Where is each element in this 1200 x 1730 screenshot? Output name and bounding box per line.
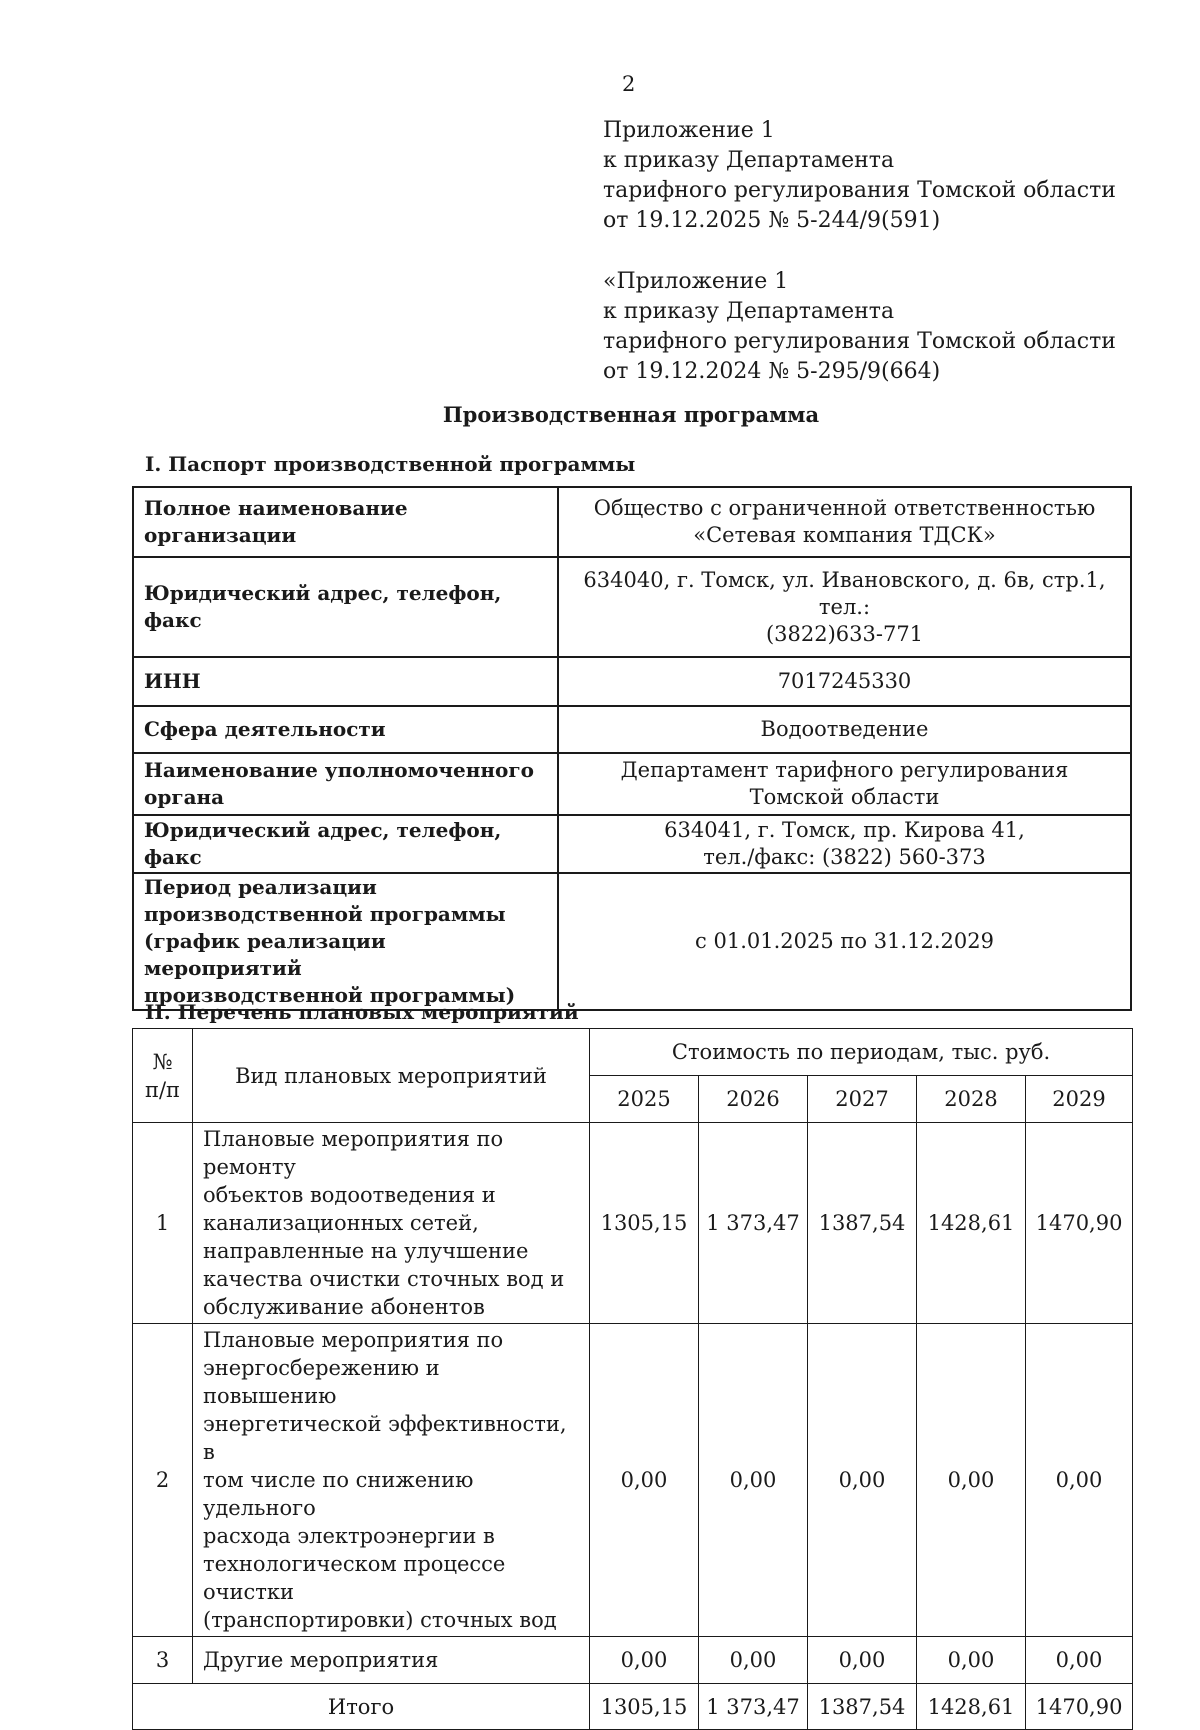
passport-table <box>132 486 1132 1011</box>
cost-cell: 0,00 <box>917 1324 1026 1637</box>
cost-cell: 1470,90 <box>1026 1123 1133 1324</box>
passport-value: 634041, г. Томск, пр. Кирова 41, тел./факс: (3822) 560-373 <box>558 815 1131 873</box>
year-header: 2028 <box>917 1076 1026 1123</box>
cost-cell: 0,00 <box>699 1637 808 1684</box>
table-row <box>133 706 1131 753</box>
total-cell: 1470,90 <box>1026 1684 1133 1730</box>
table-row <box>133 557 1131 657</box>
year-header: 2026 <box>699 1076 808 1123</box>
cost-cell: 1305,15 <box>590 1123 699 1324</box>
cost-cell: 0,00 <box>917 1637 1026 1684</box>
cost-cell: 1387,54 <box>808 1123 917 1324</box>
table-row <box>133 487 1131 557</box>
appendix-line: от 19.12.2025 № 5-244/9(591) <box>603 208 941 233</box>
total-cell: 1387,54 <box>808 1684 917 1730</box>
appendix-line: тарифного регулирования Томской области <box>603 329 1116 354</box>
table-row <box>133 1324 1133 1637</box>
total-cell: 1 373,47 <box>699 1684 808 1730</box>
appendix-line: от 19.12.2024 № 5-295/9(664) <box>603 359 941 384</box>
table-row <box>133 815 1131 873</box>
section1-heading: I. Паспорт производственной программы <box>145 452 636 476</box>
activity-description: Плановые мероприятия по ремонту объектов водоотведения и канализационных сетей, направленные на улучшение качества очистки сточных вод и обслуживание абонентов <box>193 1123 590 1324</box>
cost-cell: 0,00 <box>699 1324 808 1637</box>
passport-label: Юридический адрес, телефон, факс <box>133 557 558 657</box>
cost-cell: 0,00 <box>808 1637 917 1684</box>
total-cell: 1305,15 <box>590 1684 699 1730</box>
cost-cell: 0,00 <box>808 1324 917 1637</box>
year-header: 2027 <box>808 1076 917 1123</box>
table-row <box>133 753 1131 815</box>
passport-value: Общество с ограниченной ответственностью «Сетевая компания ТДСК» <box>558 487 1131 557</box>
row-number: 3 <box>133 1637 193 1684</box>
table-row <box>133 1123 1133 1324</box>
row-number: 2 <box>133 1324 193 1637</box>
appendix-line: к приказу Департамента <box>603 148 895 173</box>
table-header-row <box>133 1029 1133 1076</box>
table-row <box>133 657 1131 706</box>
appendix-line: «Приложение 1 <box>603 269 789 294</box>
planned-activities-table <box>132 1028 1133 1730</box>
cost-cell: 0,00 <box>590 1324 699 1637</box>
appendix-line: к приказу Департамента <box>603 299 895 324</box>
passport-value: 7017245330 <box>558 657 1131 706</box>
appendix-current-reference <box>603 116 1116 236</box>
total-row <box>133 1684 1133 1730</box>
passport-value: с 01.01.2025 по 31.12.2029 <box>558 873 1131 1010</box>
table-row <box>133 1637 1133 1684</box>
passport-label: ИНН <box>133 657 558 706</box>
activity-description: Плановые мероприятия по энергосбережению и повышению энергетической эффективности, в том числе по снижению удельного расхода электроэнергии в технологическом процессе очистки (транспортировки) сточных вод <box>193 1324 590 1637</box>
total-label: Итого <box>133 1684 590 1730</box>
passport-label: Полное наименование организации <box>133 487 558 557</box>
appendix-line: тарифного регулирования Томской области <box>603 178 1116 203</box>
document-title: Производственная программа <box>442 402 820 427</box>
year-header: 2029 <box>1026 1076 1133 1123</box>
passport-value: Водоотведение <box>558 706 1131 753</box>
activity-description: Другие мероприятия <box>193 1637 590 1684</box>
appendix-previous-reference <box>603 267 1116 387</box>
passport-value: 634040, г. Томск, ул. Ивановского, д. 6в, стр.1, тел.: (3822)633-771 <box>558 557 1131 657</box>
appendix-line: Приложение 1 <box>603 118 775 143</box>
page-number: 2 <box>622 72 636 96</box>
passport-label: Период реализации производственной программы (график реализации мероприятий производственной программы) <box>133 873 558 1010</box>
column-header-number: № п/п <box>133 1029 193 1123</box>
cost-cell: 1 373,47 <box>699 1123 808 1324</box>
total-cell: 1428,61 <box>917 1684 1026 1730</box>
cost-cell: 0,00 <box>1026 1324 1133 1637</box>
column-header-activity-type: Вид плановых мероприятий <box>193 1029 590 1123</box>
cost-cell: 0,00 <box>590 1637 699 1684</box>
cost-cell: 0,00 <box>1026 1637 1133 1684</box>
row-number: 1 <box>133 1123 193 1324</box>
cost-cell: 1428,61 <box>917 1123 1026 1324</box>
passport-label: Сфера деятельности <box>133 706 558 753</box>
section2-heading: II. Перечень плановых мероприятий <box>145 1000 579 1024</box>
column-header-cost: Стоимость по периодам, тыс. руб. <box>590 1029 1133 1076</box>
passport-label: Наименование уполномоченного органа <box>133 753 558 815</box>
table-row <box>133 873 1131 1010</box>
passport-value: Департамент тарифного регулирования Томской области <box>558 753 1131 815</box>
year-header: 2025 <box>590 1076 699 1123</box>
passport-label: Юридический адрес, телефон, факс <box>133 815 558 873</box>
